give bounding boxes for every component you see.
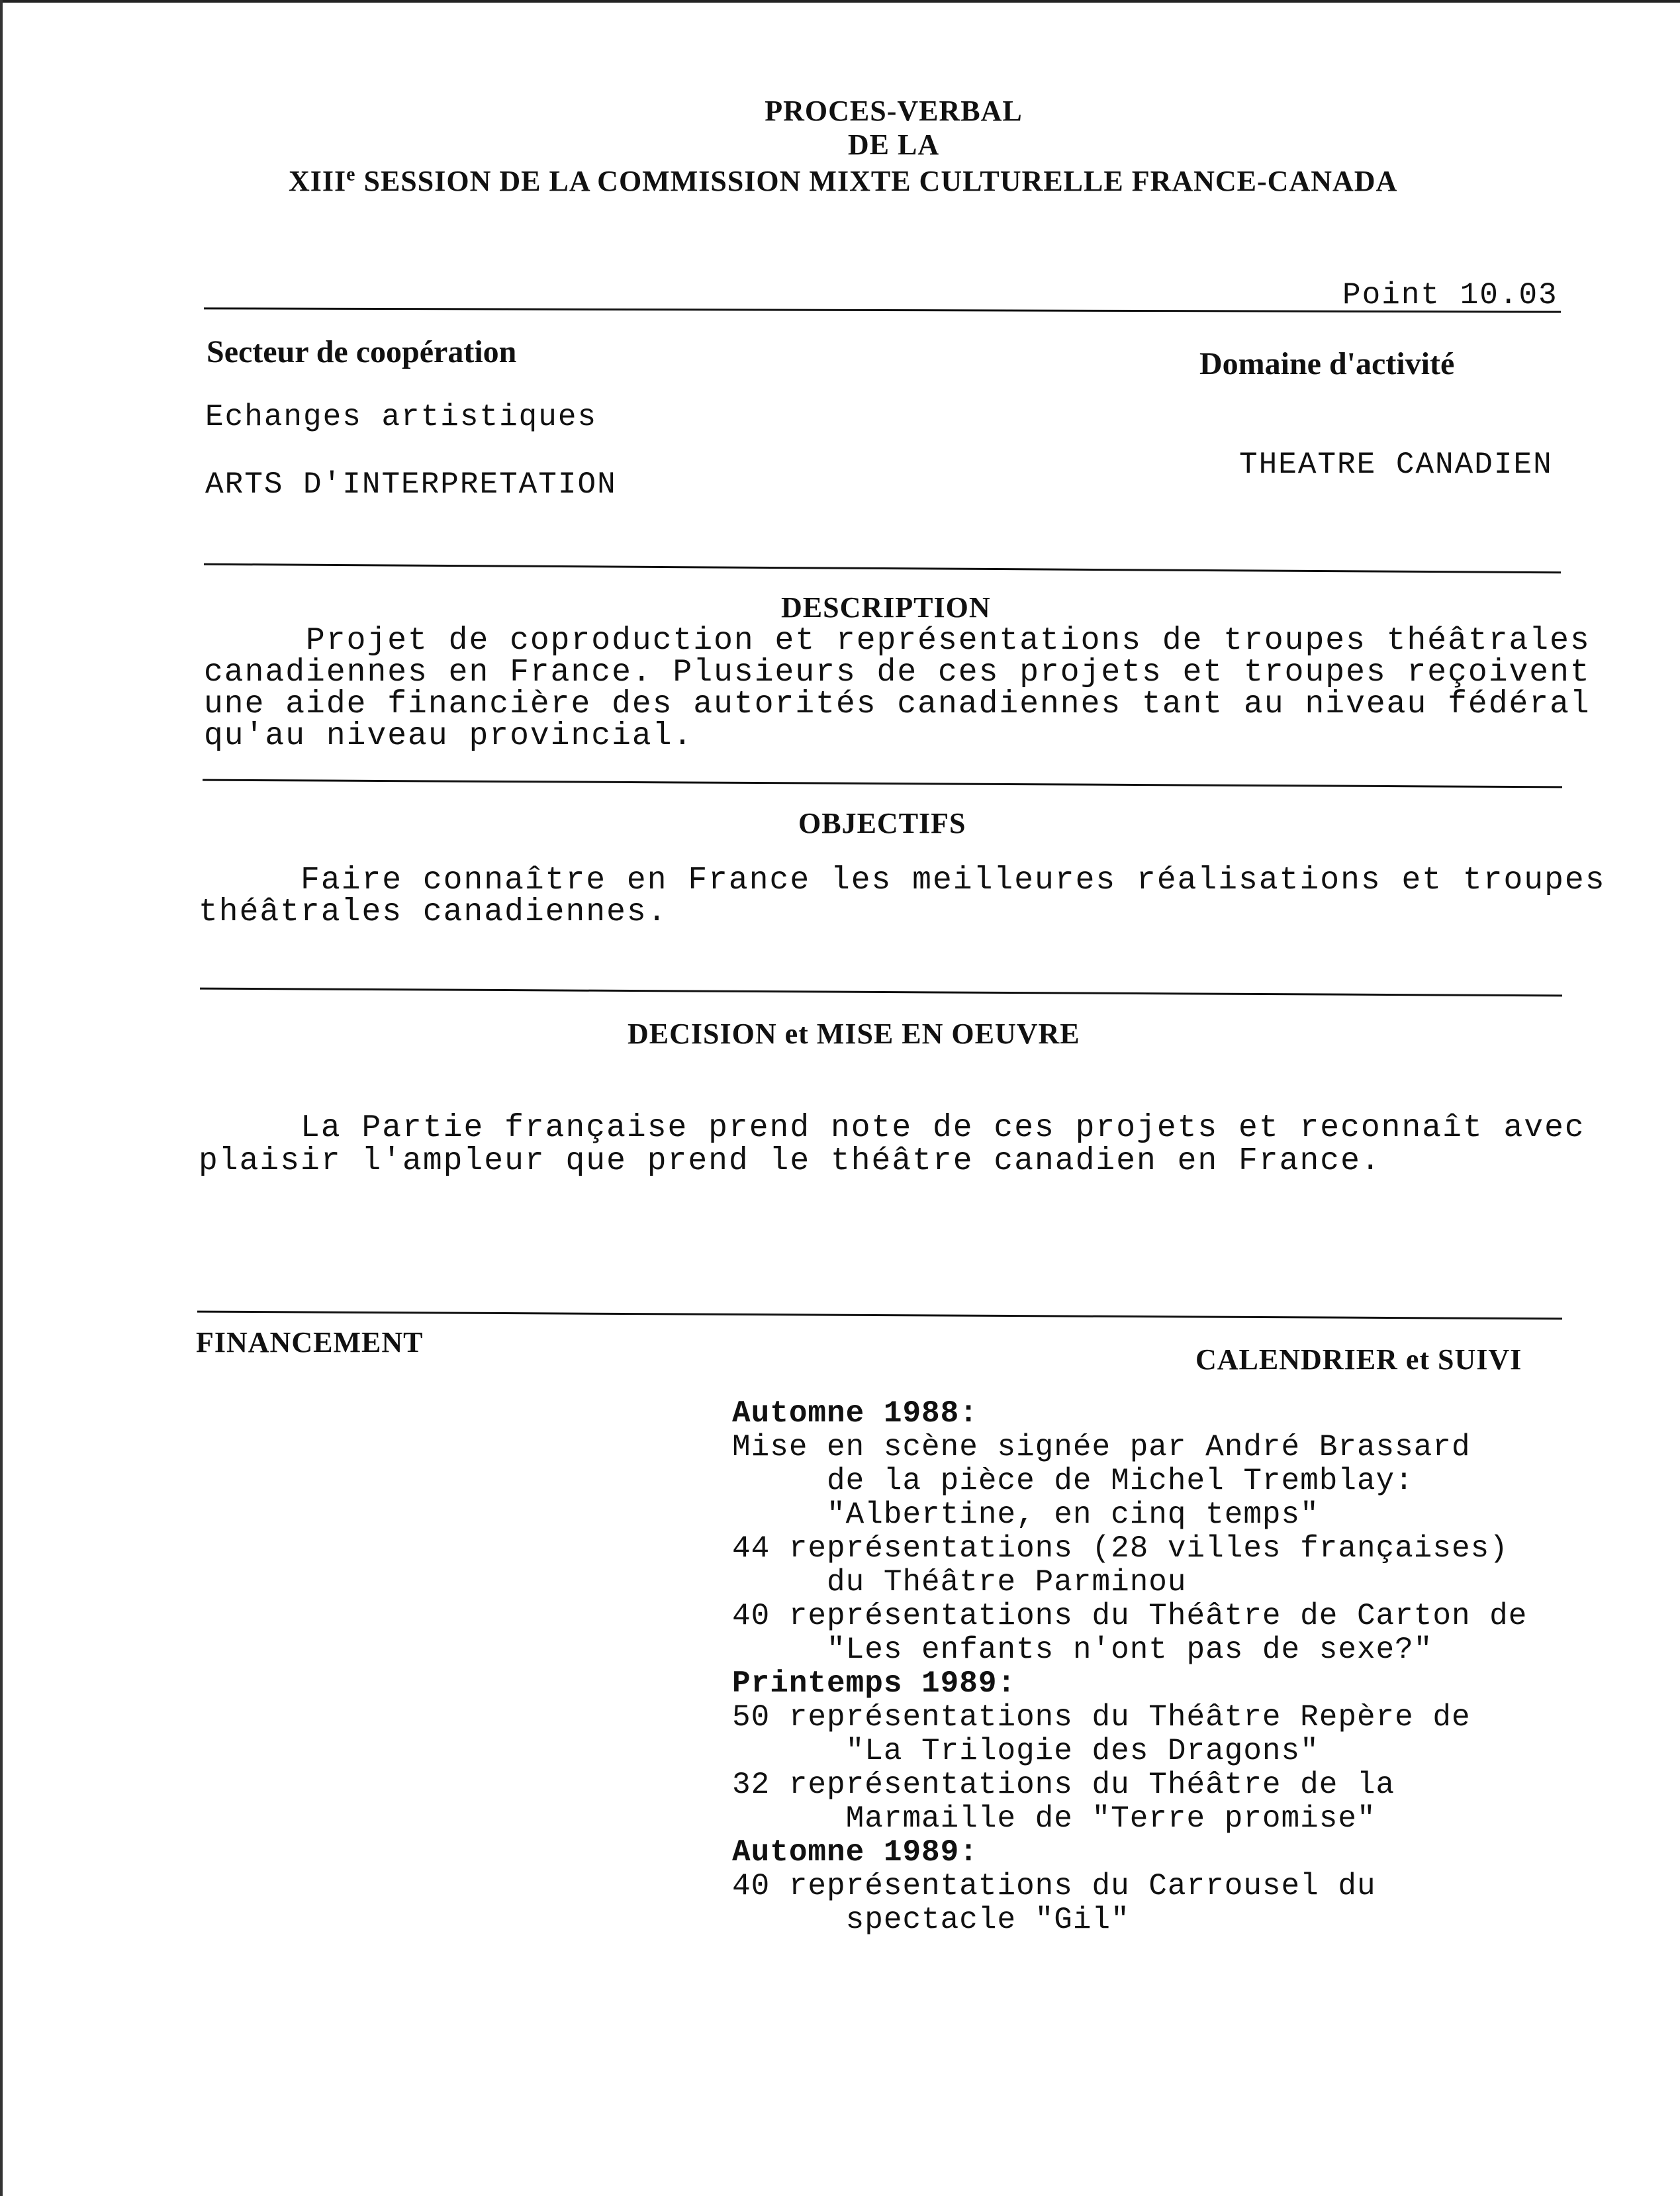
decision-line-1: La Partie française prend note de ces projets et reconnaît avec xyxy=(199,1110,1585,1146)
doc-title-line2: DE LA xyxy=(847,128,940,161)
calendrier-line: Marmaille de "Terre promise" xyxy=(732,1801,1376,1836)
calendrier-line: "La Trilogie des Dragons" xyxy=(732,1734,1319,1768)
calendrier-line: "Les enfants n'ont pas de sexe?" xyxy=(732,1633,1433,1667)
left-column-heading: Secteur de coopération xyxy=(207,334,517,369)
right-column-heading: Domaine d'activité xyxy=(1199,346,1455,381)
description-line-2: canadiennes en France. Plusieurs de ces projets et troupes reçoivent xyxy=(204,655,1591,691)
calendrier-line: 50 représentations du Théâtre Repère de xyxy=(732,1700,1471,1735)
calendrier-line: de la pièce de Michel Tremblay: xyxy=(732,1464,1414,1498)
point-number: Point 10.03 xyxy=(1342,278,1558,312)
description-line-1: Projet de coproduction et représentations de troupes théâtrales xyxy=(204,623,1591,659)
rule-decision xyxy=(200,988,1562,997)
calendrier-line: Automne 1989: xyxy=(732,1835,978,1870)
objectifs-title: OBJECTIFS xyxy=(798,807,966,839)
session-title: SESSION DE LA COMMISSION MIXTE CULTURELLE FRANCE-CANADA xyxy=(355,165,1398,197)
calendrier-line: Automne 1988: xyxy=(732,1396,978,1431)
rule-objectifs xyxy=(203,779,1562,788)
page-top-edge xyxy=(0,0,1680,3)
left-column-item-1: Echanges artistiques xyxy=(205,400,598,434)
description-line-4: qu'au niveau provincial. xyxy=(204,718,694,754)
doc-title-line1: PROCES-VERBAL xyxy=(765,95,1023,127)
calendrier-label: CALENDRIER et SUIVI xyxy=(1195,1343,1522,1376)
calendrier-line: Mise en scène signée par André Brassard xyxy=(732,1430,1471,1464)
doc-title-line3 xyxy=(289,164,1397,198)
calendrier-line: 40 représentations du Carrousel du xyxy=(732,1869,1376,1903)
calendrier-line: 40 représentations du Théâtre de Carton de xyxy=(732,1599,1528,1633)
description-title: DESCRIPTION xyxy=(781,591,991,624)
decision-line-2: plaisir l'ampleur que prend le théâtre canadien en France. xyxy=(199,1143,1381,1179)
calendrier-line: Printemps 1989: xyxy=(732,1666,1017,1701)
session-superscript: e xyxy=(346,163,356,185)
objectifs-line-2: théâtrales canadiennes. xyxy=(199,894,668,930)
rule-financement xyxy=(197,1311,1562,1320)
objectifs-line-1: Faire connaître en France les meilleures réalisations et troupes xyxy=(199,863,1606,898)
left-column-item-2: ARTS D'INTERPRETATION xyxy=(205,467,617,502)
page-left-edge xyxy=(0,0,3,2196)
calendrier-line: 44 représentations (28 villes françaises) xyxy=(732,1531,1509,1566)
calendrier-line: du Théâtre Parminou xyxy=(732,1565,1187,1599)
decision-title: DECISION et MISE EN OEUVRE xyxy=(628,1018,1080,1050)
calendrier-line: "Albertine, en cinq temps" xyxy=(732,1498,1319,1532)
right-column-item-1: THEATRE CANADIEN xyxy=(1239,448,1553,482)
calendrier-line: 32 représentations du Théâtre de la xyxy=(732,1768,1395,1802)
session-roman: XIII xyxy=(289,165,347,197)
financement-label: FINANCEMENT xyxy=(196,1326,424,1359)
description-line-3: une aide financière des autorités canadiennes tant au niveau fédéral xyxy=(204,687,1591,722)
calendrier-line: spectacle "Gil" xyxy=(732,1903,1130,1937)
rule-description xyxy=(204,563,1561,574)
